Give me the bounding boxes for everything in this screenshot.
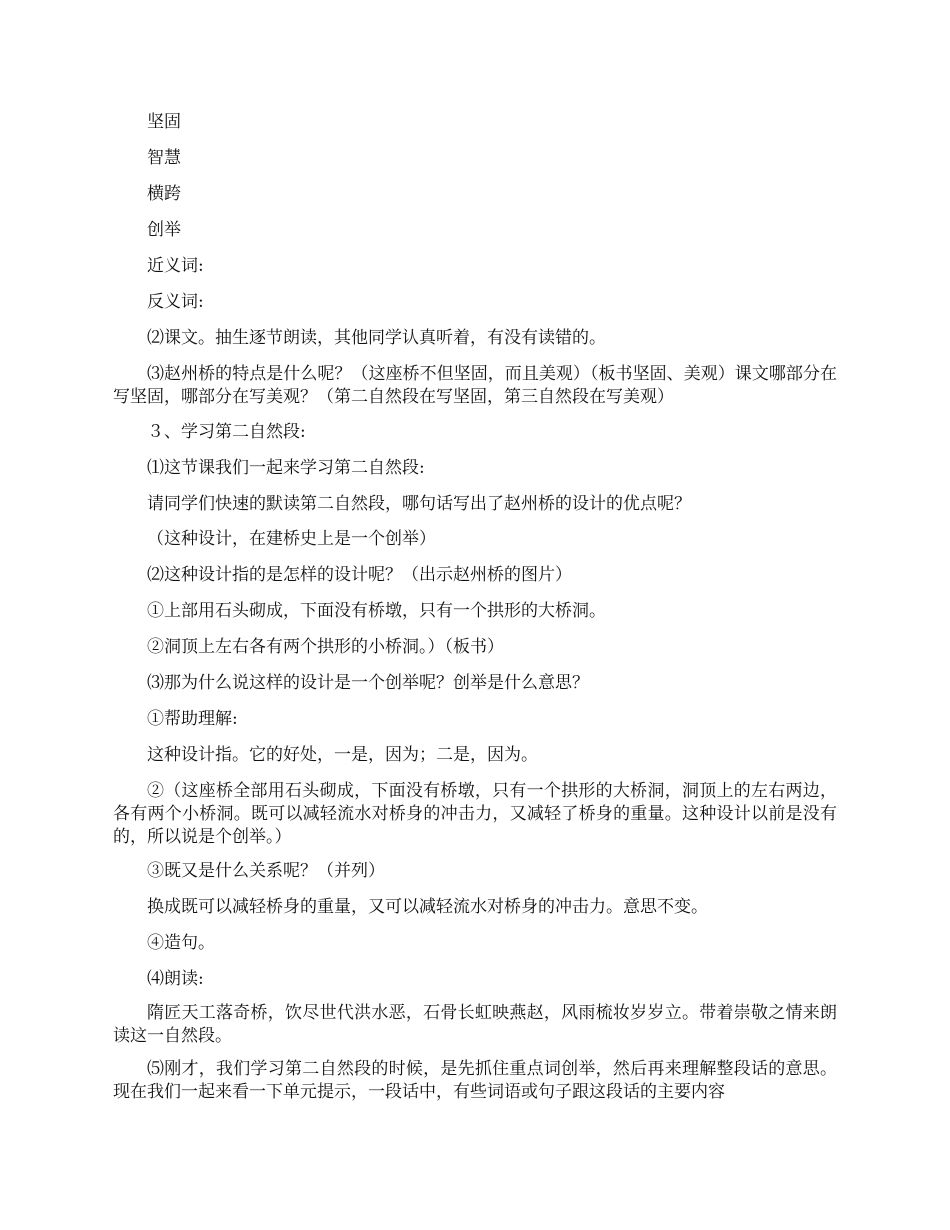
paragraph: 这种设计指。它的好处，一是，因为；二是，因为。 — [147, 745, 538, 765]
word-item: 智慧 — [147, 148, 181, 168]
word-item: 创举 — [147, 220, 181, 240]
paragraph: ⑵这种设计指的是怎样的设计呢？（出示赵州桥的图片） — [147, 565, 572, 585]
paragraph: ②洞顶上左右各有两个拱形的小桥洞。）（板书） — [147, 637, 504, 657]
section-heading: ３、学习第二自然段: — [147, 422, 306, 442]
paragraph: （这种设计，在建桥史上是一个创举） — [147, 529, 436, 549]
paragraph: 请同学们快速的默读第二自然段，哪句话写出了赵州桥的设计的优点呢？ — [147, 494, 691, 514]
paragraph: ②（这座桥全部用石头砌成，下面没有桥墩，只有一个拱形的大桥洞，洞顶上的左右两边，各有两个小桥洞。既可以减轻流水对桥身的冲击力，又减轻了桥身的重量。这种设计以前是没有的，所以说是个创举。） — [113, 781, 837, 847]
paragraph: ⑸刚才，我们学习第二自然段的时候，是先抓住重点词创举，然后再来理解整段话的意思。现在我们一起来看一下单元提示，一段话中，有些词语或句子跟这段话的主要内容 — [113, 1059, 837, 1102]
paragraph: ⑵课文。抽生逐节朗读，其他同学认真听着，有没有读错的。 — [147, 328, 606, 348]
paragraph: ①帮助理解: — [147, 709, 238, 729]
paragraph: ⑷朗读: — [147, 969, 204, 989]
antonym-label: 反义词: — [147, 292, 204, 312]
paragraph: 隋匠天工落奇桥，饮尽世代洪水恶，石骨长虹映燕赵，风雨梳妆岁岁立。带着崇敬之情来朗读这一自然段。 — [113, 1003, 837, 1046]
word-item: 坚固 — [147, 112, 181, 132]
paragraph: ⑶那为什么说这样的设计是一个创举呢？创举是什么意思？ — [147, 673, 589, 693]
paragraph: ⑶赵州桥的特点是什么呢？（这座桥不但坚固，而且美观）（板书坚固、美观）课文哪部分在写坚固，哪部分在写美观？（第二自然段在写坚固，第三自然段在写美观） — [113, 364, 837, 407]
synonym-label: 近义词: — [147, 256, 204, 276]
paragraph: ④造句。 — [147, 933, 215, 953]
paragraph: ③既又是什么关系呢？（并列） — [147, 861, 385, 881]
paragraph: 换成既可以减轻桥身的重量，又可以减轻流水对桥身的冲击力。意思不变。 — [147, 897, 708, 917]
word-item: 横跨 — [147, 184, 181, 204]
paragraph: ①上部用石头砌成，下面没有桥墩，只有一个拱形的大桥洞。 — [147, 601, 606, 621]
paragraph: ⑴这节课我们一起来学习第二自然段: — [147, 458, 425, 478]
